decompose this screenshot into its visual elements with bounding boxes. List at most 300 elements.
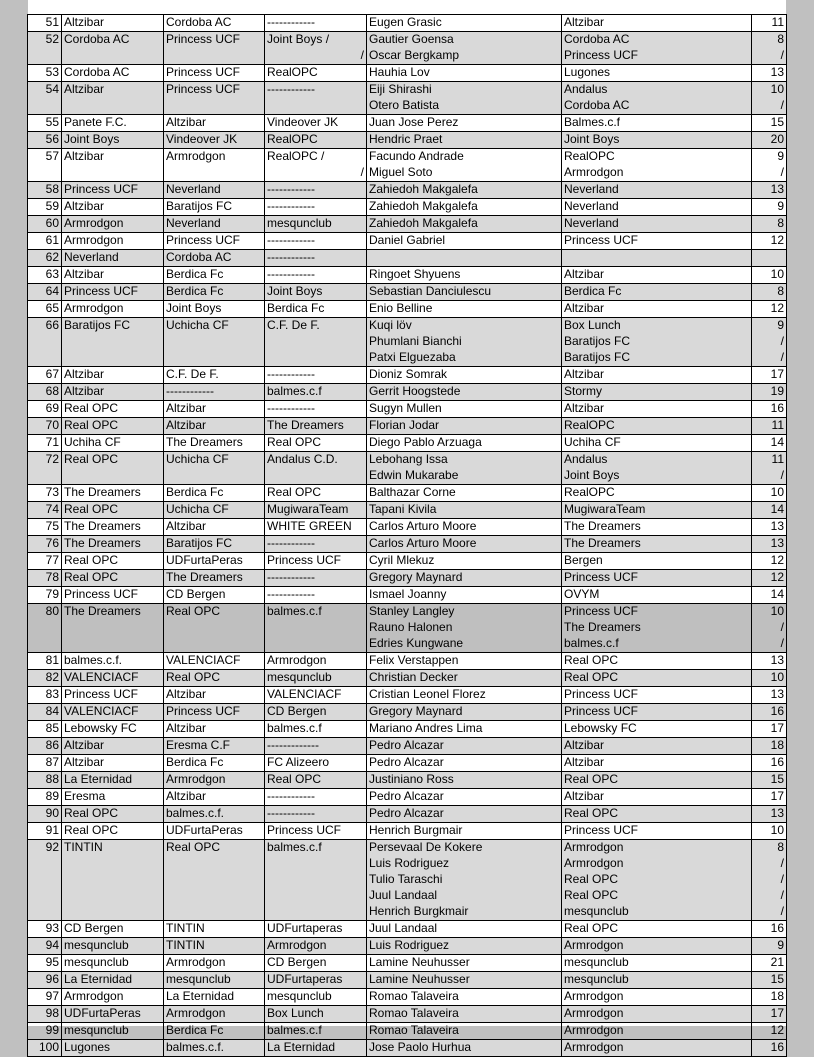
- player-team: [562, 65, 752, 82]
- home-team: Princess UCF: [62, 182, 164, 199]
- third-team-line: Real OPC: [267, 485, 322, 499]
- away-team: Armrodgon: [164, 1006, 265, 1023]
- page-margin-left: [0, 0, 28, 1040]
- home-team: Uchiha CF: [62, 435, 164, 452]
- player-name: [367, 267, 562, 284]
- player-name-line: Balthazar Corne: [369, 485, 456, 499]
- player-team: [562, 738, 752, 755]
- third-team: [265, 755, 367, 772]
- player-team-line: Armrodgon: [564, 165, 624, 179]
- player-name: [367, 704, 562, 721]
- player-name-line: Phumlani Bianchi: [369, 334, 462, 348]
- away-team: ------------: [164, 384, 265, 401]
- player-name: [367, 587, 562, 604]
- player-name-line: Justiniano Ross: [369, 772, 454, 786]
- player-team: [562, 570, 752, 587]
- match-number: 53: [28, 65, 62, 82]
- points-value: [752, 149, 787, 182]
- points-value: [752, 704, 787, 721]
- player-team: [562, 418, 752, 435]
- match-number: 61: [28, 233, 62, 250]
- player-name-line: Pedro Alcazar: [369, 755, 444, 769]
- match-number: 71: [28, 435, 62, 452]
- table-row: [28, 149, 787, 182]
- player-team-line: Baratijos FC: [564, 334, 631, 348]
- points-value-line: 12: [770, 553, 784, 567]
- points-value: [752, 553, 787, 570]
- home-team: Panete F.C.: [62, 115, 164, 132]
- home-team: Princess UCF: [62, 687, 164, 704]
- third-team-line: ------------: [267, 233, 315, 247]
- third-team: [265, 132, 367, 149]
- third-team: [265, 502, 367, 519]
- player-name: [367, 115, 562, 132]
- player-team-line: Armrodgon: [564, 840, 624, 854]
- third-team-line: ------------: [267, 267, 315, 281]
- away-team: C.F. De F.: [164, 367, 265, 384]
- third-team-line: ------------: [267, 806, 315, 820]
- third-team: [265, 721, 367, 738]
- home-team: Real OPC: [62, 570, 164, 587]
- third-team-line: ------------: [267, 536, 315, 550]
- third-team: [265, 115, 367, 132]
- points-value-line: 17: [770, 367, 784, 381]
- player-name: [367, 485, 562, 502]
- player-name: [367, 65, 562, 82]
- points-value-line: 9: [777, 318, 784, 332]
- player-team-line: Real OPC: [564, 888, 619, 902]
- player-name-line: Lamine Neuhusser: [369, 955, 470, 969]
- third-team: [265, 384, 367, 401]
- player-name-line: Tulio Taraschi: [369, 872, 443, 886]
- away-team: Real OPC: [164, 670, 265, 687]
- third-team-line: FC Alizeero: [267, 755, 330, 769]
- match-number: 91: [28, 823, 62, 840]
- player-team-line: Armrodgon: [564, 1040, 624, 1054]
- third-team-line: ------------: [267, 199, 315, 213]
- table-row: [28, 1040, 787, 1057]
- points-value: [752, 452, 787, 485]
- match-number: 98: [28, 1006, 62, 1023]
- player-name: [367, 384, 562, 401]
- points-value: [752, 938, 787, 955]
- table-row: [28, 1023, 787, 1040]
- table-row: [28, 216, 787, 233]
- match-number: 76: [28, 536, 62, 553]
- home-team: Altzibar: [62, 199, 164, 216]
- player-team: [562, 452, 752, 485]
- table-row: [28, 955, 787, 972]
- points-value-line: 20: [770, 132, 784, 146]
- home-team: Neverland: [62, 250, 164, 267]
- player-name: [367, 318, 562, 367]
- player-team-line: Real OPC: [564, 872, 619, 886]
- player-team: [562, 267, 752, 284]
- table-row: [28, 1006, 787, 1023]
- match-number: 78: [28, 570, 62, 587]
- home-team: Altzibar: [62, 149, 164, 182]
- player-team: [562, 367, 752, 384]
- home-team: Lugones: [62, 1040, 164, 1057]
- player-team: [562, 15, 752, 32]
- player-name-line: Persevaal De Kokere: [369, 840, 483, 854]
- player-team-line: OVYM: [564, 587, 600, 601]
- player-name-line: Henrich Burgkmair: [369, 904, 469, 918]
- table-row: [28, 384, 787, 401]
- player-team-line: Bergen: [564, 553, 603, 567]
- points-value: [752, 687, 787, 704]
- player-team: [562, 587, 752, 604]
- away-team: Real OPC: [164, 840, 265, 921]
- third-team-line: ------------: [267, 250, 315, 264]
- match-number: 73: [28, 485, 62, 502]
- match-number: 94: [28, 938, 62, 955]
- player-team-line: Uchiha CF: [564, 435, 621, 449]
- player-team-line: Neverland: [564, 182, 619, 196]
- player-name: [367, 519, 562, 536]
- table-row: [28, 318, 787, 367]
- table-row: [28, 938, 787, 955]
- player-team-line: Stormy: [564, 384, 603, 398]
- player-team-line: Altzibar: [564, 755, 605, 769]
- player-team-line: Altzibar: [564, 789, 605, 803]
- player-name: [367, 553, 562, 570]
- table-row: [28, 182, 787, 199]
- player-name-line: Gerrit Hoogstede: [369, 384, 461, 398]
- third-team-line: RealOPC /: [267, 149, 325, 163]
- player-name: [367, 401, 562, 418]
- player-team: [562, 301, 752, 318]
- points-value-line: 16: [770, 704, 784, 718]
- points-value-line: 18: [770, 738, 784, 752]
- player-name: [367, 972, 562, 989]
- player-name-line: Tapani Kivila: [369, 502, 437, 516]
- match-number: 81: [28, 653, 62, 670]
- home-team: Altzibar: [62, 367, 164, 384]
- points-value-line: [754, 250, 784, 266]
- third-team-line: UDFurtaperas: [267, 972, 343, 986]
- home-team: Armrodgon: [62, 233, 164, 250]
- away-team: Altzibar: [164, 401, 265, 418]
- table-row: [28, 972, 787, 989]
- player-team-line: mesqunclub: [564, 972, 629, 986]
- table-row: [28, 738, 787, 755]
- player-name-line: Miguel Soto: [369, 165, 433, 179]
- player-name: [367, 536, 562, 553]
- points-value: [752, 502, 787, 519]
- match-number: 77: [28, 553, 62, 570]
- away-team: Armrodgon: [164, 772, 265, 789]
- player-team-line: Altzibar: [564, 367, 605, 381]
- third-team-line: Box Lunch: [267, 1006, 324, 1020]
- away-team: Altzibar: [164, 418, 265, 435]
- match-number: 83: [28, 687, 62, 704]
- player-name: [367, 502, 562, 519]
- player-name-line: Juul Landaal: [369, 888, 438, 902]
- table-row: [28, 921, 787, 938]
- away-team: Uchicha CF: [164, 502, 265, 519]
- player-team: [562, 233, 752, 250]
- points-value-line: 13: [770, 519, 784, 533]
- player-name-line: Romao Talaveira: [369, 1006, 459, 1020]
- third-team: [265, 216, 367, 233]
- third-team: [265, 989, 367, 1006]
- player-name: [367, 772, 562, 789]
- player-name: [367, 806, 562, 823]
- third-team-line: UDFurtaperas: [267, 921, 343, 935]
- points-value: [752, 840, 787, 921]
- points-value-line: 11: [771, 452, 784, 466]
- away-team: Uchicha CF: [164, 452, 265, 485]
- away-team: Cordoba AC: [164, 15, 265, 32]
- player-team-line: Princess UCF: [564, 48, 639, 62]
- third-team-line: MugiwaraTeam: [267, 502, 349, 516]
- table-row: [28, 519, 787, 536]
- away-team: balmes.c.f.: [164, 806, 265, 823]
- player-team-line: Altzibar: [564, 401, 605, 415]
- table-row: [28, 199, 787, 216]
- player-team: [562, 318, 752, 367]
- away-team: UDFurtaPeras: [164, 553, 265, 570]
- player-team: [562, 840, 752, 921]
- player-team: [562, 115, 752, 132]
- player-name-line: Lamine Neuhusser: [369, 972, 470, 986]
- player-team-line: Cordoba AC: [564, 98, 630, 112]
- player-name-line: Eugen Grasic: [369, 15, 442, 29]
- points-value-line: 8: [777, 284, 784, 298]
- points-value-line: 18: [770, 989, 784, 1003]
- points-value-line: 10: [770, 823, 784, 837]
- third-team: [265, 199, 367, 216]
- player-team-line: RealOPC: [564, 149, 615, 163]
- away-team: Berdica Fc: [164, 1023, 265, 1040]
- player-team-line: Princess UCF: [564, 604, 639, 618]
- third-team: [265, 840, 367, 921]
- away-team: Cordoba AC: [164, 250, 265, 267]
- player-name: [367, 284, 562, 301]
- third-team: [265, 772, 367, 789]
- player-name: [367, 570, 562, 587]
- match-number: 80: [28, 604, 62, 653]
- home-team: Real OPC: [62, 502, 164, 519]
- match-number: 68: [28, 384, 62, 401]
- player-name: [367, 653, 562, 670]
- player-name: [367, 1040, 562, 1057]
- points-value-line: /: [780, 350, 784, 364]
- points-value: [752, 789, 787, 806]
- player-team: [562, 32, 752, 65]
- table-row: [28, 721, 787, 738]
- away-team: Princess UCF: [164, 704, 265, 721]
- points-value-line: 12: [770, 570, 784, 584]
- home-team: The Dreamers: [62, 519, 164, 536]
- third-team: [265, 401, 367, 418]
- points-value-line: /: [780, 98, 784, 112]
- player-name: [367, 367, 562, 384]
- home-team: TINTIN: [62, 840, 164, 921]
- player-team-line: [564, 250, 749, 266]
- player-name-line: Carlos Arturo Moore: [369, 536, 477, 550]
- player-name: [367, 132, 562, 149]
- third-team: [265, 670, 367, 687]
- points-value: [752, 435, 787, 452]
- points-value: [752, 367, 787, 384]
- table-row: [28, 15, 787, 32]
- away-team: Princess UCF: [164, 32, 265, 65]
- points-value: [752, 653, 787, 670]
- third-team-line: RealOPC: [267, 132, 318, 146]
- player-name-line: Edries Kungwane: [369, 636, 464, 650]
- player-team-line: Neverland: [564, 216, 619, 230]
- points-value-line: 13: [770, 687, 784, 701]
- home-team: Altzibar: [62, 15, 164, 32]
- away-team: The Dreamers: [164, 570, 265, 587]
- match-number: 58: [28, 182, 62, 199]
- points-value-line: /: [780, 468, 784, 482]
- player-name-line: Romao Talaveira: [369, 989, 459, 1003]
- points-value-line: 10: [770, 604, 784, 618]
- away-team: Princess UCF: [164, 65, 265, 82]
- third-team: [265, 653, 367, 670]
- third-team: [265, 972, 367, 989]
- table-row: [28, 806, 787, 823]
- points-value: [752, 401, 787, 418]
- third-team-line: C.F. De F.: [267, 318, 320, 332]
- points-value-line: /: [780, 856, 784, 870]
- points-value-line: 17: [770, 1006, 784, 1020]
- points-value: [752, 955, 787, 972]
- third-team: [265, 955, 367, 972]
- points-value-line: 19: [770, 384, 784, 398]
- third-team: [265, 738, 367, 755]
- player-team-line: mesqunclub: [564, 904, 629, 918]
- points-value-line: 9: [777, 149, 784, 163]
- player-name-line: Sebastian Danciulescu: [369, 284, 492, 298]
- player-name: [367, 687, 562, 704]
- match-number: 69: [28, 401, 62, 418]
- player-name-line: Romao Talaveira: [369, 1023, 459, 1037]
- player-name: [367, 149, 562, 182]
- table-row: [28, 604, 787, 653]
- points-value-line: 13: [770, 653, 784, 667]
- player-team: [562, 82, 752, 115]
- points-value-line: 13: [770, 536, 784, 550]
- away-team: TINTIN: [164, 921, 265, 938]
- player-name-line: Juul Landaal: [369, 921, 438, 935]
- home-team: Armrodgon: [62, 216, 164, 233]
- away-team: UDFurtaPeras: [164, 823, 265, 840]
- third-team: [265, 536, 367, 553]
- third-team-line: Andalus C.D.: [267, 452, 338, 466]
- points-value-line: 10: [770, 485, 784, 499]
- away-team: Princess UCF: [164, 82, 265, 115]
- third-team: [265, 318, 367, 367]
- points-value: [752, 604, 787, 653]
- third-team: [265, 233, 367, 250]
- points-value-line: 12: [770, 233, 784, 247]
- points-value-line: 16: [770, 755, 784, 769]
- player-team-line: Joint Boys: [564, 132, 620, 146]
- table-row: [28, 989, 787, 1006]
- home-team: Real OPC: [62, 823, 164, 840]
- player-team-line: Real OPC: [564, 670, 619, 684]
- table-row: [28, 82, 787, 115]
- player-team-line: RealOPC: [564, 485, 615, 499]
- home-team: mesqunclub: [62, 955, 164, 972]
- points-value-line: 16: [770, 401, 784, 415]
- points-value: [752, 65, 787, 82]
- player-name-line: Kuqi löv: [369, 318, 412, 332]
- table-row: [28, 502, 787, 519]
- player-team: [562, 721, 752, 738]
- third-team-line: Armrodgon: [267, 653, 327, 667]
- player-name-line: Facundo Andrade: [369, 149, 464, 163]
- player-name-line: Juan Jose Perez: [369, 115, 459, 129]
- table-row: [28, 755, 787, 772]
- home-team: Armrodgon: [62, 989, 164, 1006]
- away-team: Altzibar: [164, 687, 265, 704]
- points-value: [752, 199, 787, 216]
- home-team: Princess UCF: [62, 587, 164, 604]
- third-team-line: balmes.c.f: [267, 840, 322, 854]
- points-value: [752, 301, 787, 318]
- points-value: [752, 989, 787, 1006]
- away-team: Uchicha CF: [164, 318, 265, 367]
- points-value-line: 14: [770, 587, 784, 601]
- player-team: [562, 789, 752, 806]
- points-value: [752, 250, 787, 267]
- third-team-line: mesqunclub: [267, 989, 332, 1003]
- player-name-line: Florian Jodar: [369, 418, 440, 432]
- table-row: [28, 570, 787, 587]
- match-number: 79: [28, 587, 62, 604]
- table-row: [28, 653, 787, 670]
- points-value-line: 11: [771, 418, 784, 432]
- third-team-line: Berdica Fc: [267, 301, 325, 315]
- points-value: [752, 587, 787, 604]
- points-value-line: 9: [777, 938, 784, 952]
- player-team-line: Altzibar: [564, 301, 605, 315]
- home-team: Cordoba AC: [62, 65, 164, 82]
- player-name-line: Pedro Alcazar: [369, 738, 444, 752]
- table-row: [28, 401, 787, 418]
- player-team-line: The Dreamers: [564, 519, 641, 533]
- third-team-line: ------------: [267, 82, 315, 96]
- table-row: [28, 687, 787, 704]
- third-team: [265, 452, 367, 485]
- player-name-line: Pedro Alcazar: [369, 806, 444, 820]
- third-team: [265, 418, 367, 435]
- match-number: 57: [28, 149, 62, 182]
- player-name: [367, 15, 562, 32]
- player-team: [562, 687, 752, 704]
- third-team: [265, 604, 367, 653]
- points-value-line: 15: [770, 115, 784, 129]
- player-team-line: Box Lunch: [564, 318, 621, 332]
- table-row: [28, 250, 787, 267]
- match-number: 86: [28, 738, 62, 755]
- third-team-line: RealOPC: [267, 65, 318, 79]
- table-row: [28, 65, 787, 82]
- player-name-line: Luis Rodriguez: [369, 856, 450, 870]
- home-team: Joint Boys: [62, 132, 164, 149]
- match-number: 87: [28, 755, 62, 772]
- points-value: [752, 921, 787, 938]
- points-value-line: 15: [770, 772, 784, 786]
- player-name: [367, 182, 562, 199]
- match-number: 93: [28, 921, 62, 938]
- player-team: [562, 938, 752, 955]
